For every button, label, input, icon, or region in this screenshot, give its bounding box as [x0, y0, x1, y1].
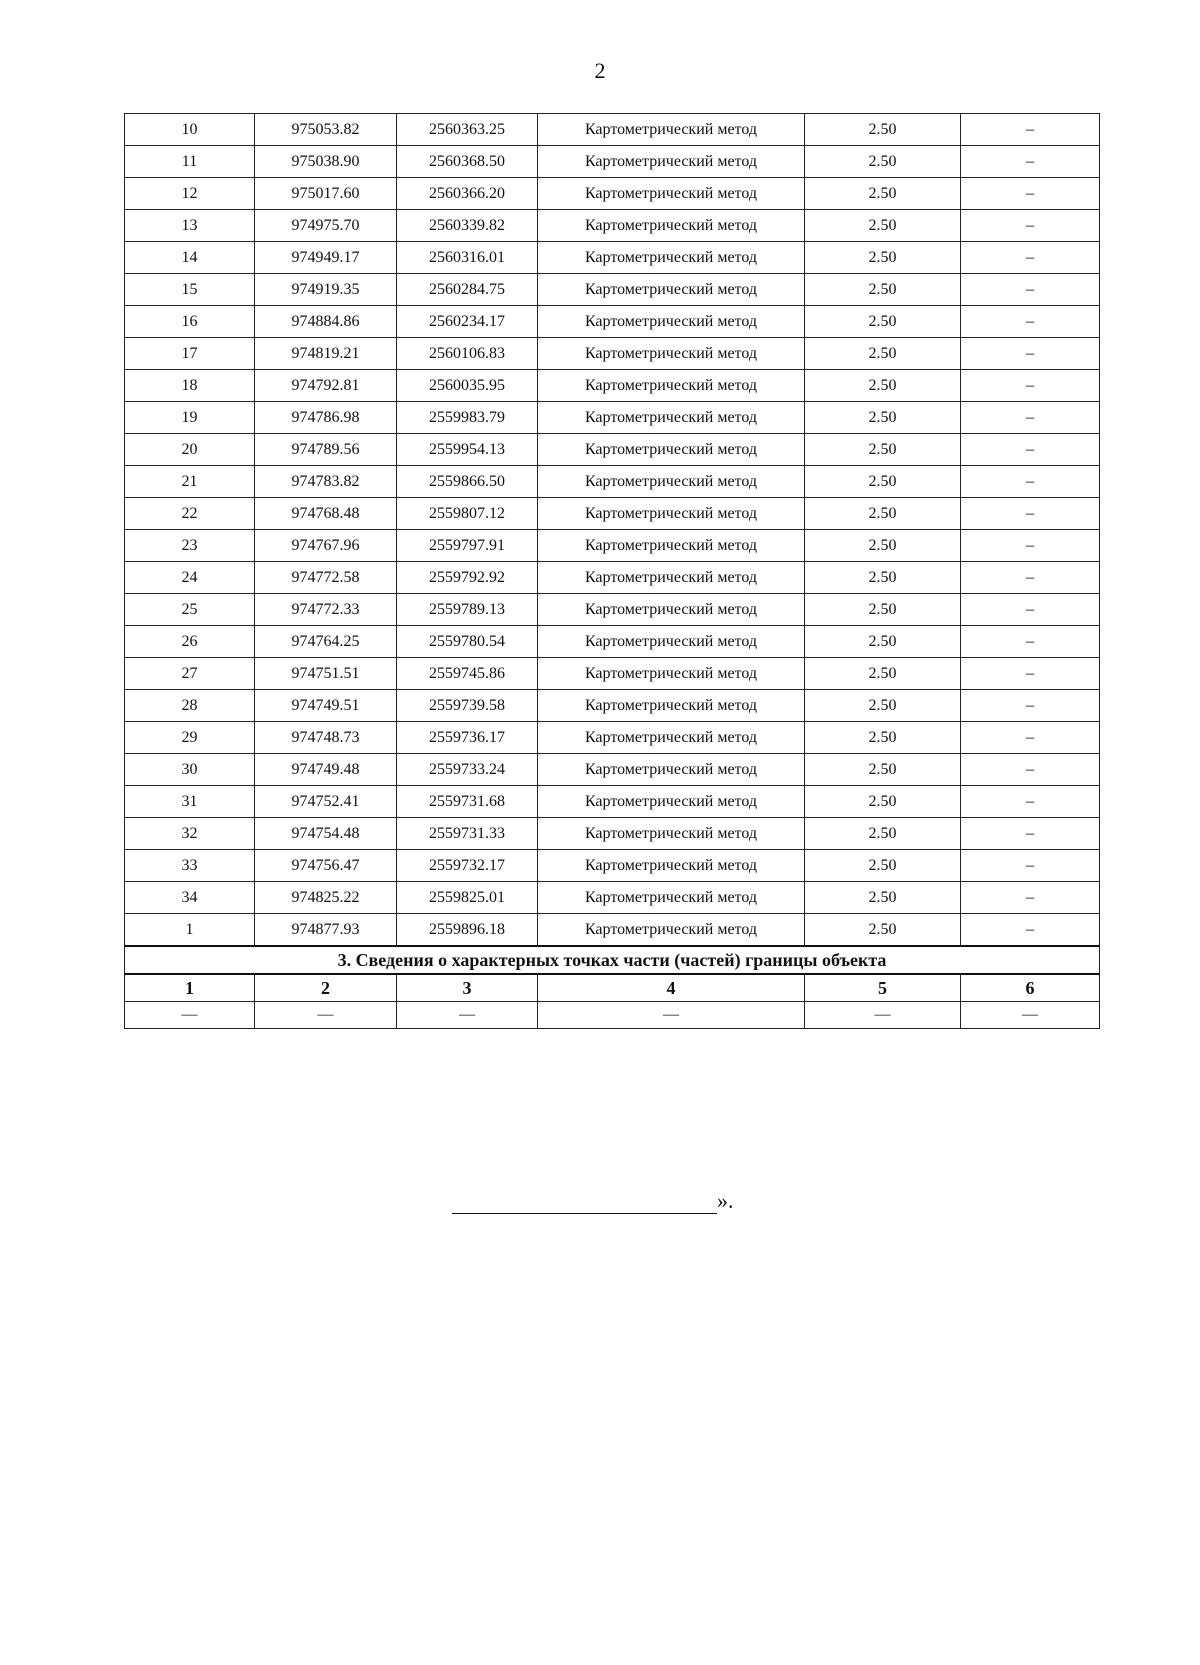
accuracy-cell: 2.50 — [805, 434, 961, 466]
x-coordinate-cell: 974764.25 — [255, 626, 397, 658]
section3-header-cell: 6 — [961, 974, 1100, 1002]
accuracy-cell: 2.50 — [805, 626, 961, 658]
table-row — [125, 562, 1100, 594]
table-row — [125, 338, 1100, 370]
method-cell: Картометрический метод — [538, 370, 805, 402]
table-row — [125, 722, 1100, 754]
y-coordinate-cell: 2559736.17 — [397, 722, 538, 754]
x-coordinate-cell: 974783.82 — [255, 466, 397, 498]
note-cell: – — [961, 818, 1100, 850]
method-cell: Картометрический метод — [538, 530, 805, 562]
signature-underline — [452, 1191, 717, 1214]
x-coordinate-cell: 974767.96 — [255, 530, 397, 562]
point-number-cell: 30 — [125, 754, 255, 786]
section3-empty-cell: — — [538, 1002, 805, 1029]
table-row — [125, 818, 1100, 850]
method-cell: Картометрический метод — [538, 754, 805, 786]
section3-title: 3. Сведения о характерных точках части (частей) границы объекта — [125, 946, 1100, 974]
section3-empty-row — [125, 1002, 1100, 1029]
accuracy-cell: 2.50 — [805, 690, 961, 722]
method-cell: Картометрический метод — [538, 850, 805, 882]
note-cell: – — [961, 434, 1100, 466]
x-coordinate-cell: 974884.86 — [255, 306, 397, 338]
x-coordinate-cell: 974825.22 — [255, 882, 397, 914]
point-number-cell: 26 — [125, 626, 255, 658]
y-coordinate-cell: 2559866.50 — [397, 466, 538, 498]
method-cell: Картометрический метод — [538, 658, 805, 690]
y-coordinate-cell: 2559732.17 — [397, 850, 538, 882]
table-row — [125, 210, 1100, 242]
note-cell: – — [961, 786, 1100, 818]
accuracy-cell: 2.50 — [805, 818, 961, 850]
point-number-cell: 23 — [125, 530, 255, 562]
x-coordinate-cell: 974756.47 — [255, 850, 397, 882]
note-cell: – — [961, 306, 1100, 338]
table-row — [125, 466, 1100, 498]
note-cell: – — [961, 690, 1100, 722]
accuracy-cell: 2.50 — [805, 178, 961, 210]
section3-empty-cell: — — [961, 1002, 1100, 1029]
section3-empty-cell: — — [255, 1002, 397, 1029]
accuracy-cell: 2.50 — [805, 242, 961, 274]
point-number-cell: 14 — [125, 242, 255, 274]
method-cell: Картометрический метод — [538, 690, 805, 722]
x-coordinate-cell: 974877.93 — [255, 914, 397, 947]
note-cell: – — [961, 242, 1100, 274]
method-cell: Картометрический метод — [538, 242, 805, 274]
y-coordinate-cell: 2560366.20 — [397, 178, 538, 210]
x-coordinate-cell: 974975.70 — [255, 210, 397, 242]
y-coordinate-cell: 2559896.18 — [397, 914, 538, 947]
note-cell: – — [961, 402, 1100, 434]
x-coordinate-cell: 974949.17 — [255, 242, 397, 274]
note-cell: – — [961, 466, 1100, 498]
method-cell: Картометрический метод — [538, 338, 805, 370]
y-coordinate-cell: 2559733.24 — [397, 754, 538, 786]
method-cell: Картометрический метод — [538, 306, 805, 338]
accuracy-cell: 2.50 — [805, 114, 961, 146]
point-number-cell: 13 — [125, 210, 255, 242]
point-number-cell: 25 — [125, 594, 255, 626]
note-cell: – — [961, 626, 1100, 658]
method-cell: Картометрический метод — [538, 914, 805, 947]
point-number-cell: 22 — [125, 498, 255, 530]
accuracy-cell: 2.50 — [805, 530, 961, 562]
accuracy-cell: 2.50 — [805, 562, 961, 594]
note-cell: – — [961, 754, 1100, 786]
section3-empty-cell: — — [805, 1002, 961, 1029]
note-cell: – — [961, 498, 1100, 530]
closing-quote: ». — [717, 1188, 734, 1213]
y-coordinate-cell: 2560284.75 — [397, 274, 538, 306]
point-number-cell: 17 — [125, 338, 255, 370]
y-coordinate-cell: 2560339.82 — [397, 210, 538, 242]
point-number-cell: 19 — [125, 402, 255, 434]
x-coordinate-cell: 974768.48 — [255, 498, 397, 530]
point-number-cell: 34 — [125, 882, 255, 914]
accuracy-cell: 2.50 — [805, 370, 961, 402]
method-cell: Картометрический метод — [538, 626, 805, 658]
accuracy-cell: 2.50 — [805, 594, 961, 626]
y-coordinate-cell: 2559825.01 — [397, 882, 538, 914]
y-coordinate-cell: 2559731.33 — [397, 818, 538, 850]
point-number-cell: 11 — [125, 146, 255, 178]
table-row — [125, 786, 1100, 818]
x-coordinate-cell: 974751.51 — [255, 658, 397, 690]
y-coordinate-cell: 2560234.17 — [397, 306, 538, 338]
table-row — [125, 498, 1100, 530]
y-coordinate-cell: 2560363.25 — [397, 114, 538, 146]
accuracy-cell: 2.50 — [805, 498, 961, 530]
note-cell: – — [961, 658, 1100, 690]
point-number-cell: 20 — [125, 434, 255, 466]
method-cell: Картометрический метод — [538, 562, 805, 594]
method-cell: Картометрический метод — [538, 434, 805, 466]
x-coordinate-cell: 974786.98 — [255, 402, 397, 434]
accuracy-cell: 2.50 — [805, 850, 961, 882]
accuracy-cell: 2.50 — [805, 466, 961, 498]
y-coordinate-cell: 2559954.13 — [397, 434, 538, 466]
table-row — [125, 178, 1100, 210]
x-coordinate-cell: 974749.51 — [255, 690, 397, 722]
accuracy-cell: 2.50 — [805, 914, 961, 947]
x-coordinate-cell: 974819.21 — [255, 338, 397, 370]
point-number-cell: 1 — [125, 914, 255, 947]
y-coordinate-cell: 2560035.95 — [397, 370, 538, 402]
x-coordinate-cell: 974792.81 — [255, 370, 397, 402]
method-cell: Картометрический метод — [538, 722, 805, 754]
x-coordinate-cell: 975017.60 — [255, 178, 397, 210]
section3-header-cell: 3 — [397, 974, 538, 1002]
accuracy-cell: 2.50 — [805, 338, 961, 370]
x-coordinate-cell: 974748.73 — [255, 722, 397, 754]
point-number-cell: 29 — [125, 722, 255, 754]
note-cell: – — [961, 850, 1100, 882]
point-number-cell: 28 — [125, 690, 255, 722]
section3-title-row — [125, 946, 1100, 974]
table-row — [125, 530, 1100, 562]
note-cell: – — [961, 210, 1100, 242]
closing-line — [452, 1188, 734, 1214]
table-row — [125, 882, 1100, 914]
table-row — [125, 594, 1100, 626]
accuracy-cell: 2.50 — [805, 786, 961, 818]
table-row — [125, 146, 1100, 178]
accuracy-cell: 2.50 — [805, 146, 961, 178]
page-number: 2 — [594, 58, 606, 83]
accuracy-cell: 2.50 — [805, 210, 961, 242]
y-coordinate-cell: 2560106.83 — [397, 338, 538, 370]
x-coordinate-cell: 974789.56 — [255, 434, 397, 466]
note-cell: – — [961, 530, 1100, 562]
method-cell: Картометрический метод — [538, 274, 805, 306]
section3-header-cell: 5 — [805, 974, 961, 1002]
y-coordinate-cell: 2560316.01 — [397, 242, 538, 274]
point-number-cell: 27 — [125, 658, 255, 690]
note-cell: – — [961, 594, 1100, 626]
x-coordinate-cell: 975038.90 — [255, 146, 397, 178]
note-cell: – — [961, 882, 1100, 914]
coordinates-table-body — [125, 114, 1100, 947]
table-row — [125, 850, 1100, 882]
note-cell: – — [961, 114, 1100, 146]
table-row — [125, 370, 1100, 402]
x-coordinate-cell: 974919.35 — [255, 274, 397, 306]
x-coordinate-cell: 974754.48 — [255, 818, 397, 850]
method-cell: Картометрический метод — [538, 498, 805, 530]
y-coordinate-cell: 2559731.68 — [397, 786, 538, 818]
x-coordinate-cell: 974749.48 — [255, 754, 397, 786]
accuracy-cell: 2.50 — [805, 882, 961, 914]
y-coordinate-cell: 2559983.79 — [397, 402, 538, 434]
table-row — [125, 402, 1100, 434]
point-number-cell: 24 — [125, 562, 255, 594]
section3-header-cell: 4 — [538, 974, 805, 1002]
point-number-cell: 16 — [125, 306, 255, 338]
table-row — [125, 658, 1100, 690]
table-row — [125, 626, 1100, 658]
method-cell: Картометрический метод — [538, 818, 805, 850]
point-number-cell: 10 — [125, 114, 255, 146]
method-cell: Картометрический метод — [538, 786, 805, 818]
y-coordinate-cell: 2560368.50 — [397, 146, 538, 178]
table-row — [125, 242, 1100, 274]
section3-header-cell: 1 — [125, 974, 255, 1002]
x-coordinate-cell: 974772.33 — [255, 594, 397, 626]
note-cell: – — [961, 338, 1100, 370]
y-coordinate-cell: 2559797.91 — [397, 530, 538, 562]
method-cell: Картометрический метод — [538, 114, 805, 146]
section3-header-row — [125, 974, 1100, 1002]
note-cell: – — [961, 274, 1100, 306]
note-cell: – — [961, 562, 1100, 594]
section3-empty-cell: — — [125, 1002, 255, 1029]
table-row — [125, 274, 1100, 306]
method-cell: Картометрический метод — [538, 594, 805, 626]
point-number-cell: 18 — [125, 370, 255, 402]
y-coordinate-cell: 2559745.86 — [397, 658, 538, 690]
section3-empty-cell: — — [397, 1002, 538, 1029]
x-coordinate-cell: 975053.82 — [255, 114, 397, 146]
method-cell: Картометрический метод — [538, 402, 805, 434]
accuracy-cell: 2.50 — [805, 658, 961, 690]
y-coordinate-cell: 2559807.12 — [397, 498, 538, 530]
y-coordinate-cell: 2559780.54 — [397, 626, 538, 658]
table-row — [125, 754, 1100, 786]
note-cell: – — [961, 722, 1100, 754]
accuracy-cell: 2.50 — [805, 306, 961, 338]
accuracy-cell: 2.50 — [805, 754, 961, 786]
note-cell: – — [961, 914, 1100, 947]
note-cell: – — [961, 178, 1100, 210]
coordinates-table — [124, 113, 1100, 1029]
y-coordinate-cell: 2559789.13 — [397, 594, 538, 626]
table-row — [125, 690, 1100, 722]
method-cell: Картометрический метод — [538, 178, 805, 210]
method-cell: Картометрический метод — [538, 882, 805, 914]
point-number-cell: 21 — [125, 466, 255, 498]
table-row — [125, 914, 1100, 947]
x-coordinate-cell: 974772.58 — [255, 562, 397, 594]
point-number-cell: 15 — [125, 274, 255, 306]
point-number-cell: 12 — [125, 178, 255, 210]
x-coordinate-cell: 974752.41 — [255, 786, 397, 818]
note-cell: – — [961, 146, 1100, 178]
note-cell: – — [961, 370, 1100, 402]
method-cell: Картометрический метод — [538, 146, 805, 178]
table-row — [125, 114, 1100, 146]
accuracy-cell: 2.50 — [805, 402, 961, 434]
y-coordinate-cell: 2559739.58 — [397, 690, 538, 722]
method-cell: Картометрический метод — [538, 466, 805, 498]
y-coordinate-cell: 2559792.92 — [397, 562, 538, 594]
accuracy-cell: 2.50 — [805, 274, 961, 306]
point-number-cell: 32 — [125, 818, 255, 850]
table-row — [125, 434, 1100, 466]
section3-header-cell: 2 — [255, 974, 397, 1002]
method-cell: Картометрический метод — [538, 210, 805, 242]
point-number-cell: 33 — [125, 850, 255, 882]
table-row — [125, 306, 1100, 338]
accuracy-cell: 2.50 — [805, 722, 961, 754]
point-number-cell: 31 — [125, 786, 255, 818]
